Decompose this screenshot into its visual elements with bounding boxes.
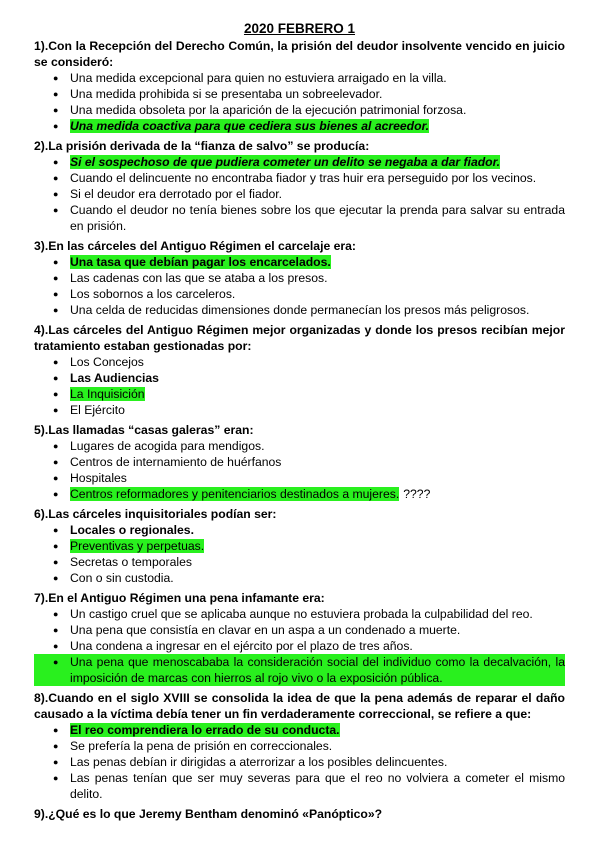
option-correct: ● Una medida coactiva para que cediera sus bienes al acreedor.	[34, 118, 565, 134]
document-page	[34, 20, 565, 822]
option: ● Secretas o temporales	[34, 554, 565, 570]
options-3	[34, 254, 565, 318]
option: ● Una medida excepcional para quien no estuviera arraigado en la villa.	[34, 70, 565, 86]
question-7: 7).En el Antiguo Régimen una pena infamante era:	[34, 591, 325, 605]
option: ● Una pena que consistía en clavar en un aspa a un condenado a muerte.	[34, 622, 565, 638]
option: ● Si el deudor era derrotado por el fiador.	[34, 186, 565, 202]
option: ● Hospitales	[34, 470, 565, 486]
uncertainty-note: ????	[403, 487, 431, 501]
option: ● Cuando el deudor no tenía bienes sobre los que ejecutar la prenda para salvar su entrada en prisión.	[34, 202, 565, 234]
option: ● Las penas debían ir dirigidas a aterrorizar a los posibles delincuentes.	[34, 754, 565, 770]
option: ● Se prefería la pena de prisión en correccionales.	[34, 738, 565, 754]
question-5: 5).Las llamadas “casas galeras” eran:	[34, 423, 254, 437]
option-correct: ● El reo comprendiera lo errado de su conducta.	[34, 722, 565, 738]
options-5	[34, 438, 565, 502]
question-3: 3).En las cárceles del Antiguo Régimen el carcelaje era:	[34, 239, 356, 253]
question-6: 6).Las cárceles inquisitoriales podían ser:	[34, 507, 277, 521]
question-2: 2).La prisión derivada de la “fianza de salvo” se producía:	[34, 139, 370, 153]
option-correct: ● La Inquisición	[34, 386, 565, 402]
option: ● Las Audiencias	[34, 370, 565, 386]
option-correct: ● Una pena que menoscababa la consideración social del individuo como la decalvación, la imposición de marcas con hierros al rojo vivo o la exposición pública.	[34, 654, 565, 686]
option-correct: ● Centros reformadores y penitenciarios destinados a mujeres. ????	[34, 486, 565, 502]
option: ● Un castigo cruel que se aplicaba aunque no estuviera probada la culpabilidad del reo.	[34, 606, 565, 622]
document-title: 2020 FEBRERO 1	[243, 21, 356, 36]
question-1: 1).Con la Recepción del Derecho Común, la prisión del deudor insolvente vencido en juicio se consideró:	[34, 39, 565, 69]
option: ● Una medida prohibida si se presentaba un sobreelevador.	[34, 86, 565, 102]
option: ● Lugares de acogida para mendigos.	[34, 438, 565, 454]
option-correct: ● Una tasa que debían pagar los encarcelados.	[34, 254, 565, 270]
option: ● Los Concejos	[34, 354, 565, 370]
question-4: 4).Las cárceles del Antiguo Régimen mejor organizadas y donde los presos recibían mejor tratamiento estaban gestionadas por:	[34, 323, 565, 353]
option: ● Una celda de reducidas dimensiones donde permanecían los presos más peligrosos.	[34, 302, 565, 318]
option-correct: ● Si el sospechoso de que pudiera cometer un delito se negaba a dar fiador.	[34, 154, 565, 170]
option: ● Los sobornos a los carceleros.	[34, 286, 565, 302]
options-8	[34, 722, 565, 802]
option: ● Las penas tenían que ser muy severas para que el reo no volviera a cometer el mismo delito.	[34, 770, 565, 802]
options-6	[34, 522, 565, 586]
option: ● Una medida obsoleta por la aparición de la ejecución patrimonial forzosa.	[34, 102, 565, 118]
option: ● Las cadenas con las que se ataba a los presos.	[34, 270, 565, 286]
option-correct: ● Preventivas y perpetuas.	[34, 538, 565, 554]
option: ● El Ejército	[34, 402, 565, 418]
option: ● Con o sin custodia.	[34, 570, 565, 586]
question-8: 8).Cuando en el siglo XVIII se consolida la idea de que la pena además de reparar el daño causado a la víctima debía tener un fin verdaderamente correccional, se refiere a que:	[34, 691, 565, 721]
question-9: 9).¿Qué es lo que Jeremy Bentham denominó «Panóptico»?	[34, 807, 383, 821]
option: ● Cuando el delincuente no encontraba fiador y tras huir era perseguido por los vecinos.	[34, 170, 565, 186]
options-7	[34, 606, 565, 686]
option: ● Una condena a ingresar en el ejército por el plazo de tres años.	[34, 638, 565, 654]
options-2	[34, 154, 565, 234]
options-4	[34, 354, 565, 418]
option: ● Locales o regionales.	[34, 522, 565, 538]
options-1	[34, 70, 565, 134]
option: ● Centros de internamiento de huérfanos	[34, 454, 565, 470]
